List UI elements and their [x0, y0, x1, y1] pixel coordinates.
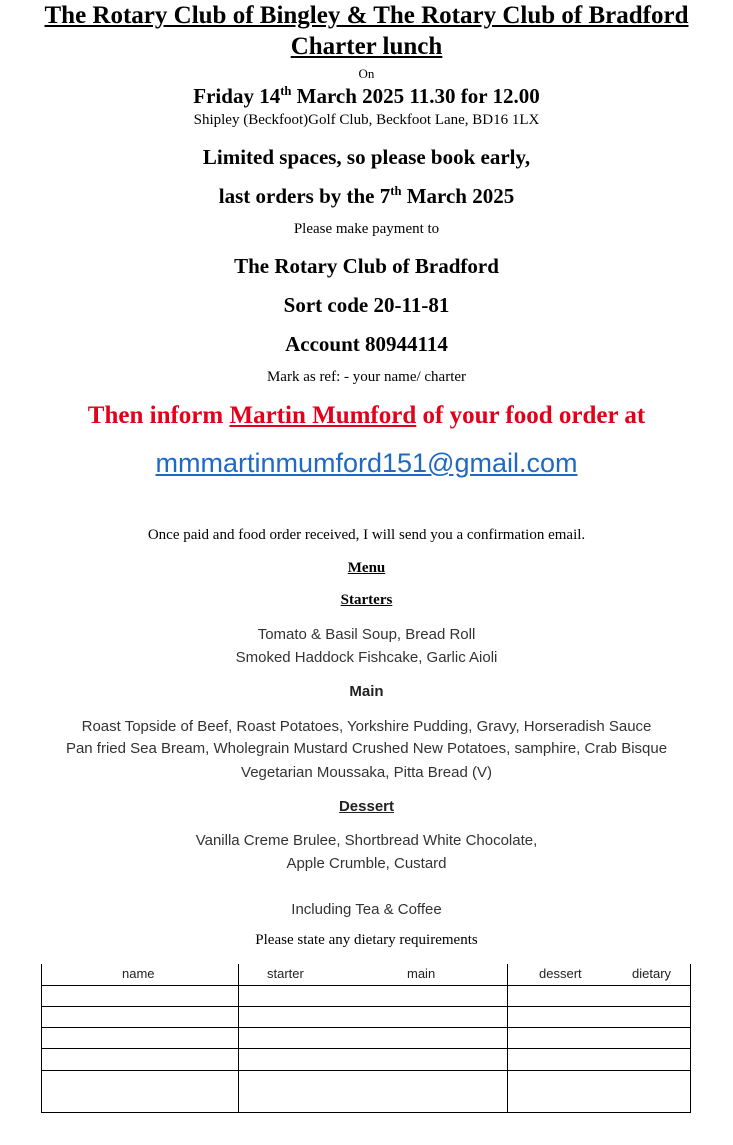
menu-heading: Menu [347, 560, 386, 576]
table-divider-main [507, 964, 508, 1113]
venue: Shipley (Beckfoot)Golf Club, Beckfoot Lane, BD16 1LX [193, 112, 540, 128]
payment-intro: Please make payment to [293, 221, 440, 237]
inform-pre: Then inform [87, 402, 230, 429]
main-heading: Main [349, 683, 384, 700]
order-table [41, 964, 691, 1113]
starter-item: Smoked Haddock Fishcake, Garlic Aioli [235, 649, 498, 666]
event-subtitle: Charter lunch [290, 33, 443, 60]
inform-contact-line [0, 402, 733, 430]
table-row-line [41, 1070, 691, 1071]
main-item: Vegetarian Moussaka, Pitta Bread (V) [241, 764, 492, 781]
table-row-line [41, 985, 691, 986]
date-day: Friday 14 [193, 84, 281, 108]
table-row-line [41, 1006, 691, 1007]
extras-note: Including Tea & Coffee [291, 901, 442, 918]
table-divider-name [238, 964, 239, 1113]
date-rest: March 2025 11.30 for 12.00 [291, 84, 540, 108]
email-link[interactable]: mmmartinmumford151@gmail.com [155, 448, 578, 478]
confirmation-note: Once paid and food order received, I will send you a confirmation email. [147, 527, 586, 543]
starter-item: Tomato & Basil Soup, Bread Roll [257, 626, 476, 643]
dessert-item: Apple Crumble, Custard [286, 855, 447, 872]
account-number: Account 80944114 [285, 332, 448, 356]
payee-name: The Rotary Club of Bradford [234, 254, 499, 278]
column-header-dietary: dietary [632, 966, 672, 981]
limited-spaces-note: Limited spaces, so please book early, [202, 145, 531, 169]
dietary-note: Please state any dietary requirements [255, 932, 478, 948]
inform-post: of your food order at [416, 402, 646, 429]
payment-reference: Mark as ref: - your name/ charter [266, 369, 467, 385]
main-item: Pan fried Sea Bream, Wholegrain Mustard Crushed New Potatoes, samphire, Crab Bisque [65, 740, 668, 757]
sort-code: Sort code 20-11-81 [283, 293, 450, 317]
starters-heading: Starters [340, 592, 393, 608]
table-row-line [41, 1048, 691, 1049]
event-date-time [0, 84, 733, 109]
column-header-main: main [407, 966, 436, 981]
column-header-dessert: dessert [539, 966, 582, 981]
column-header-name: name [122, 966, 155, 981]
table-border-left [41, 964, 42, 1113]
on-label: On [358, 66, 375, 81]
dessert-item: Vanilla Creme Brulee, Shortbread White Chocolate, [195, 832, 538, 849]
column-header-starter: starter [267, 966, 304, 981]
contact-name: Martin Mumford [229, 402, 417, 429]
table-border-right [690, 964, 691, 1113]
table-border-bottom [41, 1112, 691, 1113]
table-row-line [41, 1027, 691, 1028]
last-orders-note [0, 184, 733, 209]
main-item: Roast Topside of Beef, Roast Potatoes, Yorkshire Pudding, Gravy, Horseradish Sauce [81, 718, 652, 735]
event-title: The Rotary Club of Bingley & The Rotary Club of Bradford [44, 2, 689, 29]
dessert-heading: Dessert [338, 798, 395, 815]
last-orders-pre: last orders by the 7 [218, 184, 391, 208]
last-orders-ordinal: th [390, 184, 402, 198]
last-orders-post: March 2025 [401, 184, 515, 208]
date-ordinal: th [280, 84, 292, 98]
